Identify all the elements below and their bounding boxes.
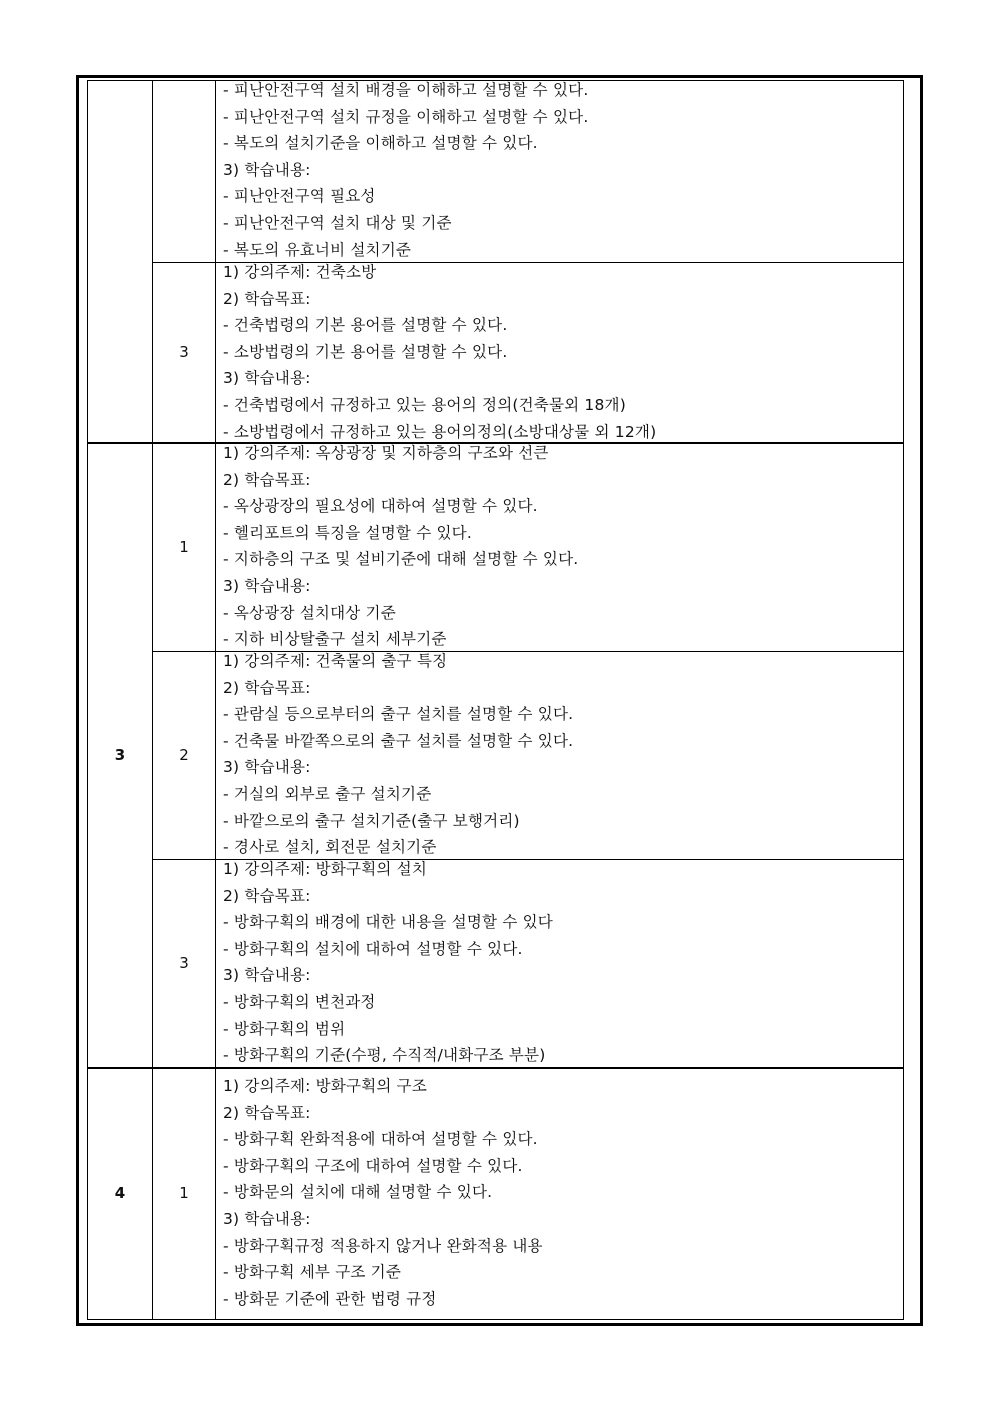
content-line: 2) 학습목표:: [223, 678, 311, 697]
content-line: 1) 강의주제: 방화구획의 구조: [223, 1077, 428, 1095]
week-column-divider: [152, 80, 153, 1320]
content-line: 3) 학습내용:: [223, 576, 311, 595]
content-line: - 방화구획의 변천과정: [223, 992, 376, 1011]
content-line: 1) 강의주제: 건축소방: [223, 263, 377, 281]
session-number: 2: [179, 746, 189, 764]
content-line: 1) 강의주제: 건축물의 출구 특징: [223, 652, 448, 670]
session-number: 3: [179, 343, 189, 361]
content-line: 3) 학습내용:: [223, 966, 311, 985]
content-line: - 방화구획의 배경에 대한 내용을 설명할 수 있다: [223, 913, 553, 932]
content-cell: [223, 259, 898, 445]
content-line: 2) 학습목표:: [223, 289, 311, 308]
content-line: 3) 학습내용:: [223, 160, 311, 179]
session-column-divider: [215, 80, 216, 1320]
content-line: - 방화문 기준에 관한 법령 규정: [223, 1289, 437, 1308]
content-line: - 방화구획의 설치에 대하여 설명할 수 있다.: [223, 939, 523, 958]
content-line: - 소방법령의 기본 용어를 설명할 수 있다.: [223, 342, 508, 361]
content-line: - 방화문의 설치에 대해 설명할 수 있다.: [223, 1183, 493, 1202]
content-line: - 소방법령에서 규정하고 있는 용어의정의(소방대상물 외 12개): [223, 422, 657, 441]
table-bottom-line: [87, 1319, 904, 1320]
content-line: 3) 학습내용:: [223, 758, 311, 777]
content-line: - 헬리포트의 특징을 설명할 수 있다.: [223, 523, 472, 542]
content-line: - 방화구획의 범위: [223, 1019, 346, 1038]
content-line: - 방화구획규정 적용하지 않거나 완화적용 내용: [223, 1236, 543, 1255]
session-number: 1: [179, 1184, 189, 1202]
content-line: - 건축법령의 기본 용어를 설명할 수 있다.: [223, 316, 508, 335]
content-line: - 피난안전구역 설치 규정을 이해하고 설명할 수 있다.: [223, 107, 589, 126]
week-number: 3: [114, 746, 126, 764]
content-cell: [223, 648, 898, 861]
content-line: - 방화구획 세부 구조 기준: [223, 1263, 402, 1282]
content-line: 1) 강의주제: 방화구획의 설치: [223, 860, 428, 878]
content-line: - 피난안전구역 필요성: [223, 187, 376, 206]
content-line: - 방화구획의 구조에 대하여 설명할 수 있다.: [223, 1156, 523, 1175]
content-line: 3) 학습내용:: [223, 1209, 311, 1228]
content-line: - 방화구획의 기준(수평, 수직적/내화구조 부분): [223, 1046, 546, 1065]
content-line: - 바깥으로의 출구 설치기준(출구 보행거리): [223, 811, 520, 830]
table-right-line: [903, 80, 904, 1320]
content-line: 2) 학습목표:: [223, 470, 311, 489]
content-line: - 건축법령에서 규정하고 있는 용어의 정의(건축물외 18개): [223, 395, 626, 414]
content-line: - 거실의 외부로 출구 설치기준: [223, 784, 432, 803]
content-line: 2) 학습목표:: [223, 1103, 311, 1122]
content-line: - 피난안전구역 설치 대상 및 기준: [223, 213, 452, 232]
content-line: - 지하층의 구조 및 설비기준에 대해 설명할 수 있다.: [223, 550, 579, 569]
content-line: 3) 학습내용:: [223, 369, 311, 388]
content-line: - 방화구획 완화적용에 대하여 설명할 수 있다.: [223, 1130, 538, 1149]
content-cell: [223, 440, 898, 653]
content-cell: [223, 856, 898, 1069]
content-cell: [223, 1073, 898, 1312]
content-line: - 경사로 설치, 회전문 설치기준: [223, 838, 437, 857]
content-line: - 옥상광장의 필요성에 대하여 설명할 수 있다.: [223, 497, 538, 516]
content-line: - 피난안전구역 설치 배경을 이해하고 설명할 수 있다.: [223, 81, 589, 99]
content-line: - 지하 비상탈출구 설치 세부기준: [223, 630, 447, 649]
content-cell: [223, 77, 898, 263]
content-line: - 복도의 유효너비 설치기준: [223, 240, 412, 259]
week-number: 4: [114, 1184, 126, 1202]
content-line: - 복도의 설치기준을 이해하고 설명할 수 있다.: [223, 134, 538, 153]
table-left-line: [87, 80, 88, 1320]
content-line: - 관람실 등으로부터의 출구 설치를 설명할 수 있다.: [223, 705, 574, 724]
content-line: 1) 강의주제: 옥상광장 및 지하층의 구조와 선큰: [223, 444, 549, 462]
content-line: - 옥상광장 설치대상 기준: [223, 603, 396, 622]
content-line: - 건축물 바깥쪽으로의 출구 설치를 설명할 수 있다.: [223, 731, 574, 750]
content-line: 2) 학습목표:: [223, 886, 311, 905]
session-number: 1: [179, 538, 189, 556]
session-number: 3: [179, 954, 189, 972]
